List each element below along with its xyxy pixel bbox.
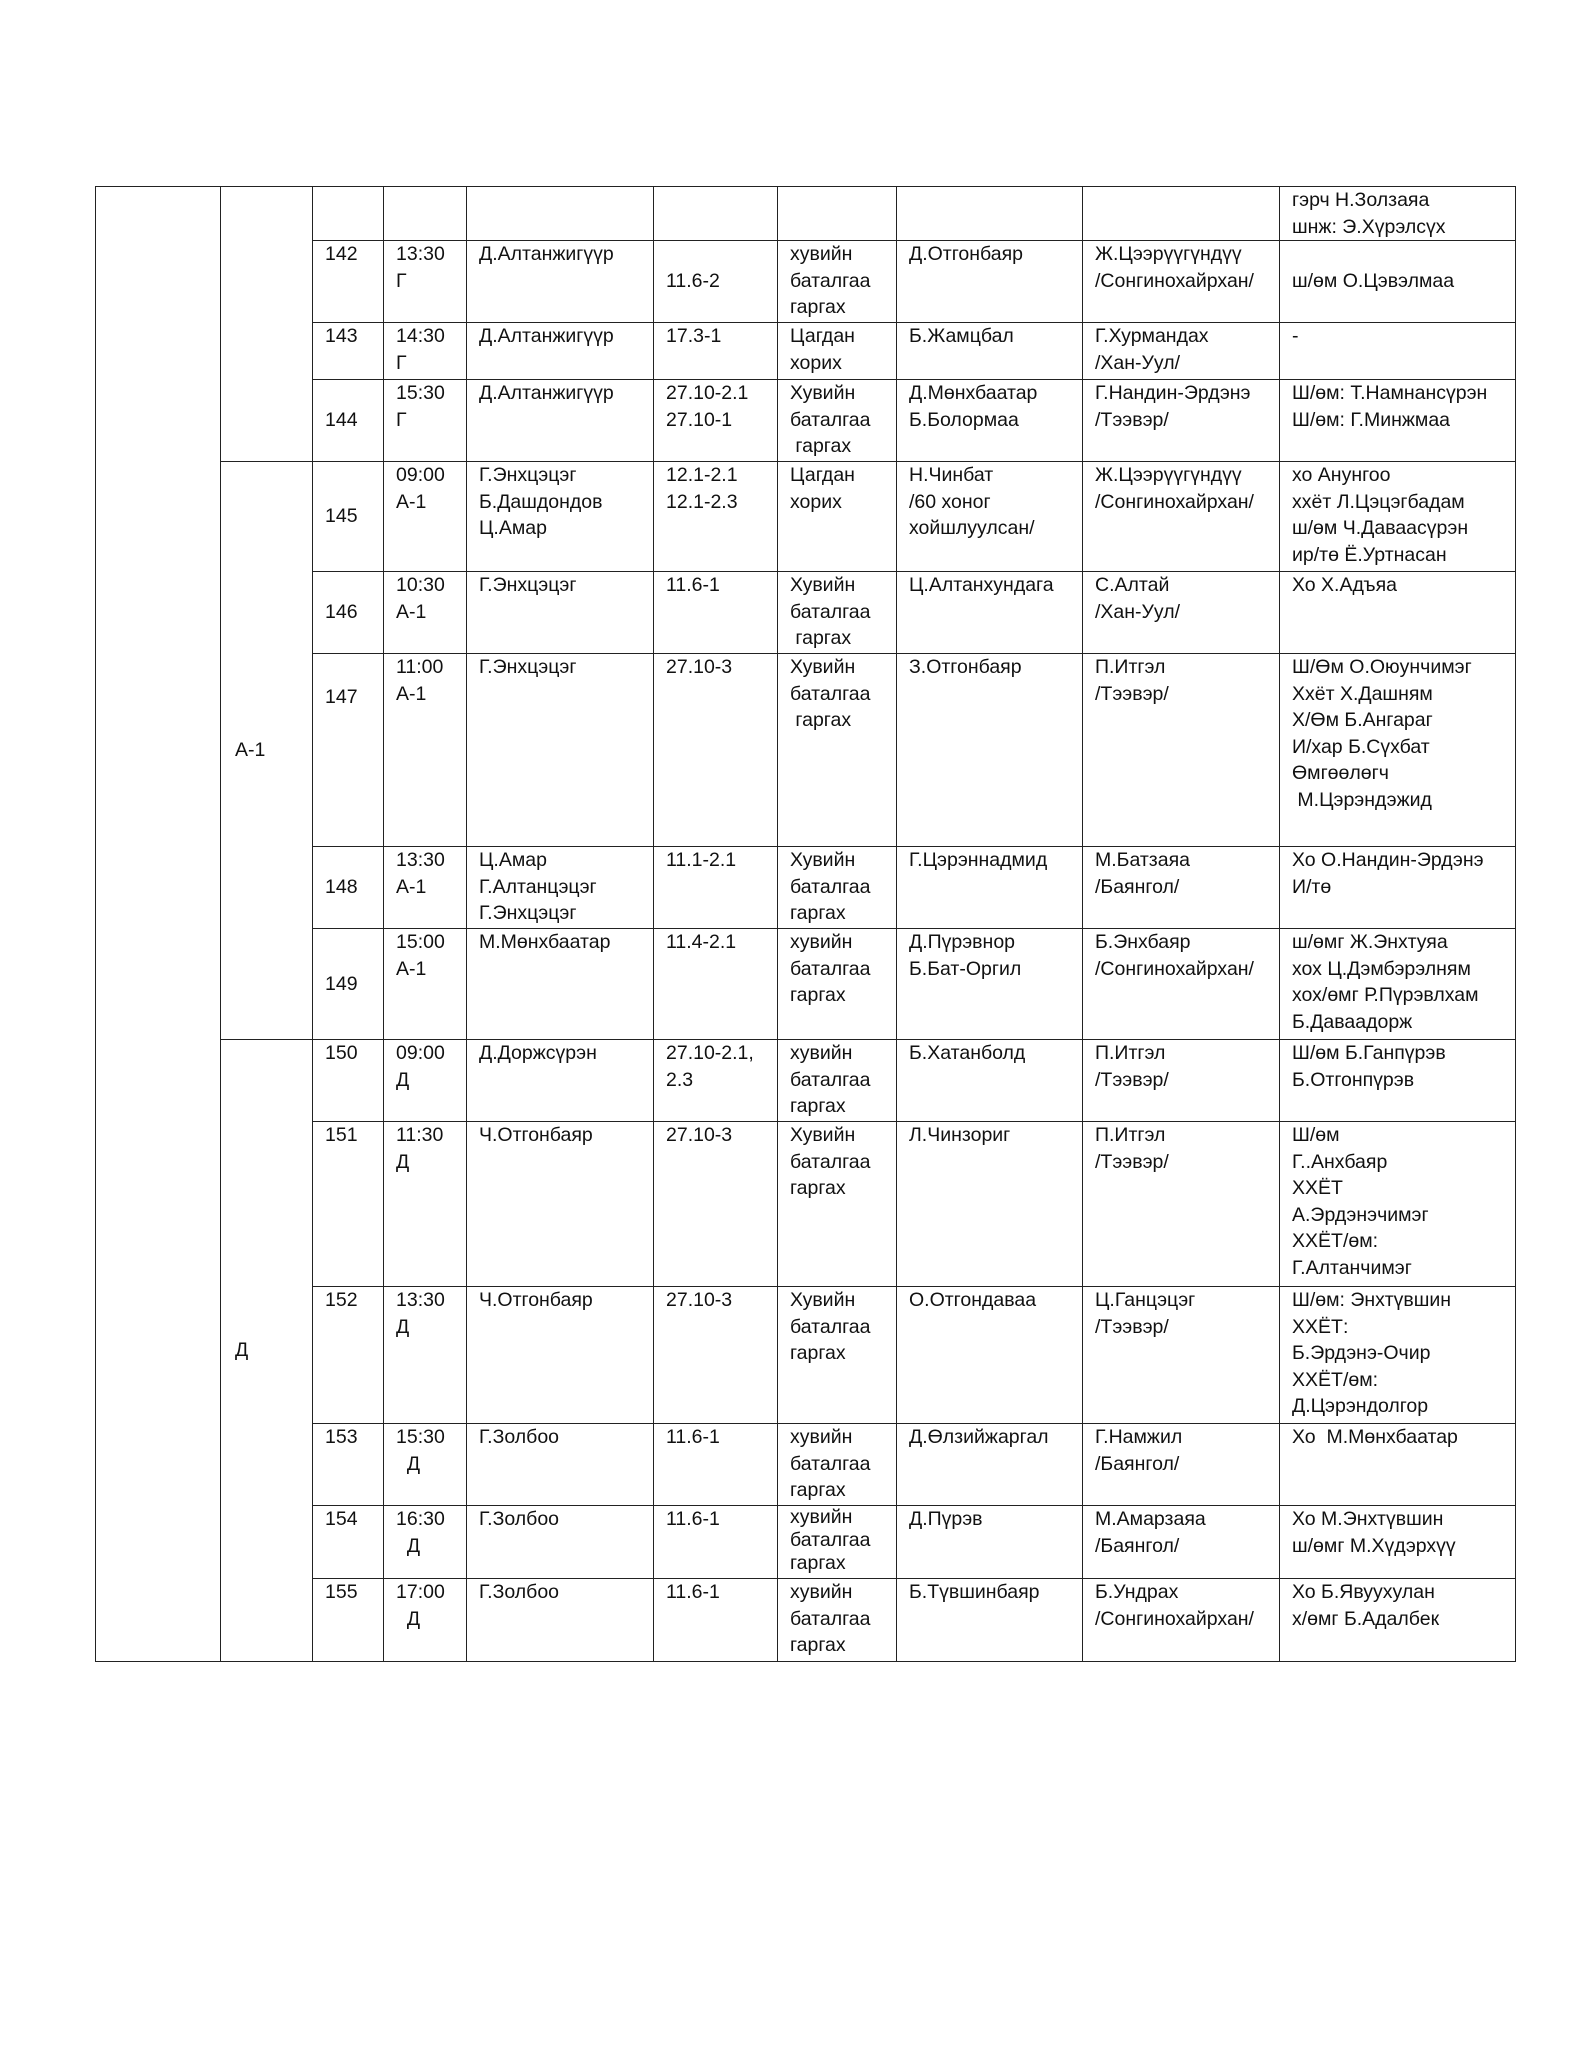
- case-number: 152: [313, 1287, 384, 1424]
- hearing-time: 17:00 Д: [384, 1579, 467, 1662]
- prosecutor: П.Итгэл /Тээвэр/: [1083, 654, 1280, 847]
- decision: Хувийн баталгаа гаргах: [778, 654, 897, 847]
- case-number: 153: [313, 1424, 384, 1506]
- participants: Ш/өм Г..Анхбаяр ХХЁТ А.Эрдэнэчимэг ХХЁТ/өм: Г.Алтанчимэг: [1280, 1122, 1516, 1287]
- hearing-time: 10:30 А-1: [384, 572, 467, 654]
- participants: ш/өм О.Цэвэлмаа: [1280, 241, 1516, 323]
- participants: Хо М.Мөнхбаатар: [1280, 1424, 1516, 1506]
- judge-names: Ч.Отгонбаяр: [467, 1122, 654, 1287]
- hearing-time: 14:30 Г: [384, 323, 467, 380]
- table-row: [96, 462, 1516, 572]
- prosecutor: М.Батзаяа /Баянгол/: [1083, 847, 1280, 929]
- participants: хо Анунгоо ххёт Л.Цэцэгбадам ш/өм Ч.Даваасүрэн ир/тө Ё.Уртнасан: [1280, 462, 1516, 572]
- law-article: 27.10-2.1, 2.3: [654, 1040, 778, 1122]
- judge-names: Ч.Отгонбаяр: [467, 1287, 654, 1424]
- decision: хувийн баталгаа гаргах: [778, 241, 897, 323]
- hearing-time: 13:30 Г: [384, 241, 467, 323]
- defendant: Д.Өлзийжаргал: [897, 1424, 1083, 1506]
- judge-names: М.Мөнхбаатар: [467, 929, 654, 1040]
- defendant: Н.Чинбат /60 хоног хойшлуулсан/: [897, 462, 1083, 572]
- case-number: 142: [313, 241, 384, 323]
- prosecutor: С.Алтай /Хан-Уул/: [1083, 572, 1280, 654]
- prosecutor: Б.Энхбаяр /Сонгинохайрхан/: [1083, 929, 1280, 1040]
- defendant: Д.Пүрэвнор Б.Бат-Оргил: [897, 929, 1083, 1040]
- case-number: 151: [313, 1122, 384, 1287]
- judge-names: Д.Доржсүрэн: [467, 1040, 654, 1122]
- hearing-time: 15:00 А-1: [384, 929, 467, 1040]
- cell-judge: [467, 187, 654, 241]
- law-article: 11.1-2.1: [654, 847, 778, 929]
- hearing-time: 09:00 Д: [384, 1040, 467, 1122]
- prosecutor: Ж.Цээрүүгүндүү /Сонгинохайрхан/: [1083, 462, 1280, 572]
- outer-column-cell: [96, 187, 221, 1662]
- decision: Хувийн баталгаа гаргах: [778, 847, 897, 929]
- prosecutor: Б.Ундрах /Сонгинохайрхан/: [1083, 1579, 1280, 1662]
- prosecutor: Г.Нандин-Эрдэнэ /Тээвэр/: [1083, 380, 1280, 462]
- case-number: 143: [313, 323, 384, 380]
- hearing-time: 13:30 А-1: [384, 847, 467, 929]
- table-row: [96, 1040, 1516, 1122]
- decision: Хувийн баталгаа гаргах: [778, 380, 897, 462]
- defendant: Б.Хатанболд: [897, 1040, 1083, 1122]
- defendant: Ц.Алтанхундага: [897, 572, 1083, 654]
- defendant: Д.Мөнхбаатар Б.Болормаа: [897, 380, 1083, 462]
- judge-names: Д.Алтанжигүүр: [467, 380, 654, 462]
- prosecutor: Ц.Ганцэцэг /Тээвэр/: [1083, 1287, 1280, 1424]
- courtroom-group-d: Д: [221, 1040, 313, 1662]
- law-article: 17.3-1: [654, 323, 778, 380]
- law-article: 27.10-2.1 27.10-1: [654, 380, 778, 462]
- case-number: 148: [313, 847, 384, 929]
- participants: Ш/өм: Т.Намнансүрэн Ш/өм: Г.Минжмаа: [1280, 380, 1516, 462]
- decision: Цагдан хорих: [778, 462, 897, 572]
- participants: -: [1280, 323, 1516, 380]
- case-number: 155: [313, 1579, 384, 1662]
- law-article: 11.6-1: [654, 1506, 778, 1579]
- decision: хувийн баталгаа гаргах: [778, 1040, 897, 1122]
- case-number: 149: [313, 929, 384, 1040]
- hearing-time: 11:30 Д: [384, 1122, 467, 1287]
- hearing-time: 15:30 Д: [384, 1424, 467, 1506]
- judge-names: Д.Алтанжигүүр: [467, 323, 654, 380]
- participants: Хо Б.Явуухулан х/өмг Б.Адалбек: [1280, 1579, 1516, 1662]
- judge-names: Г.Энхцэцэг: [467, 572, 654, 654]
- judge-names: Г.Энхцэцэг: [467, 654, 654, 847]
- case-number: 154: [313, 1506, 384, 1579]
- decision: хувийн баталгаа гаргах: [778, 1506, 897, 1579]
- decision: хувийн баталгаа гаргах: [778, 929, 897, 1040]
- cell-time: [384, 187, 467, 241]
- judge-names: Г.Энхцэцэг Б.Дашдондов Ц.Амар: [467, 462, 654, 572]
- decision: Хувийн баталгаа гаргах: [778, 572, 897, 654]
- case-number: 147: [313, 654, 384, 847]
- law-article: 11.6-1: [654, 1424, 778, 1506]
- law-article: 12.1-2.1 12.1-2.3: [654, 462, 778, 572]
- defendant: Г.Цэрэннадмид: [897, 847, 1083, 929]
- decision: Цагдан хорих: [778, 323, 897, 380]
- participants: Ш/Өм О.Оюунчимэг Ххёт Х.Дашням Х/Өм Б.Ангараг И/хар Б.Сүхбат Өмгөөлөгч М.Цэрэндэжид: [1280, 654, 1516, 847]
- judge-names: Г.Золбоо: [467, 1424, 654, 1506]
- prosecutor: М.Амарзаяа /Баянгол/: [1083, 1506, 1280, 1579]
- defendant: Д.Отгонбаяр: [897, 241, 1083, 323]
- hearing-time: 09:00 А-1: [384, 462, 467, 572]
- prosecutor: Ж.Цээрүүгүндүү /Сонгинохайрхан/: [1083, 241, 1280, 323]
- judge-names: Ц.Амар Г.Алтанцэцэг Г.Энхцэцэг: [467, 847, 654, 929]
- participants: Хо Х.Адъяа: [1280, 572, 1516, 654]
- defendant: Л.Чинзориг: [897, 1122, 1083, 1287]
- decision: хувийн баталгаа гаргах: [778, 1424, 897, 1506]
- participants: Хо О.Нандин-Эрдэнэ И/тө: [1280, 847, 1516, 929]
- case-number: 146: [313, 572, 384, 654]
- decision: Хувийн баталгаа гаргах: [778, 1287, 897, 1424]
- group-cell: [221, 187, 313, 462]
- law-article: 11.6-2: [654, 241, 778, 323]
- law-article: 27.10-3: [654, 1287, 778, 1424]
- participants: Ш/өм: Энхтүвшин ХХЁТ: Б.Эрдэнэ-Очир ХХЁТ/өм: Д.Цэрэндолгор: [1280, 1287, 1516, 1424]
- defendant: Б.Жамцбал: [897, 323, 1083, 380]
- courtroom-group-a1: А-1: [221, 462, 313, 1040]
- table-row: [96, 187, 1516, 241]
- cell-parties: гэрч Н.Золзаяа шнж: Э.Хүрэлсүх: [1280, 187, 1516, 241]
- cell-no: [313, 187, 384, 241]
- case-number: 144: [313, 380, 384, 462]
- defendant: З.Отгонбаяр: [897, 654, 1083, 847]
- law-article: 11.6-1: [654, 1579, 778, 1662]
- participants: Ш/өм Б.Ганпүрэв Б.Отгонпүрэв: [1280, 1040, 1516, 1122]
- prosecutor: П.Итгэл /Тээвэр/: [1083, 1122, 1280, 1287]
- cell-defendant: [897, 187, 1083, 241]
- defendant: О.Отгондаваа: [897, 1287, 1083, 1424]
- decision: хувийн баталгаа гаргах: [778, 1579, 897, 1662]
- law-article: 27.10-3: [654, 654, 778, 847]
- decision: Хувийн баталгаа гаргах: [778, 1122, 897, 1287]
- judge-names: Г.Золбоо: [467, 1506, 654, 1579]
- case-number: 150: [313, 1040, 384, 1122]
- cell-prosecutor: [1083, 187, 1280, 241]
- prosecutor: П.Итгэл /Тээвэр/: [1083, 1040, 1280, 1122]
- law-article: 11.4-2.1: [654, 929, 778, 1040]
- cell-article: [654, 187, 778, 241]
- hearing-time: 13:30 Д: [384, 1287, 467, 1424]
- prosecutor: Г.Намжил /Баянгол/: [1083, 1424, 1280, 1506]
- defendant: Д.Пүрэв: [897, 1506, 1083, 1579]
- law-article: 11.6-1: [654, 572, 778, 654]
- hearing-schedule-table: [95, 186, 1516, 1662]
- law-article: 27.10-3: [654, 1122, 778, 1287]
- hearing-time: 15:30 Г: [384, 380, 467, 462]
- hearing-time: 16:30 Д: [384, 1506, 467, 1579]
- participants: ш/өмг Ж.Энхтуяа хох Ц.Дэмбэрэлням хох/өмг Р.Пүрэвлхам Б.Даваадорж: [1280, 929, 1516, 1040]
- participants: Хо М.Энхтүвшин ш/өмг М.Хүдэрхүү: [1280, 1506, 1516, 1579]
- cell-decision: [778, 187, 897, 241]
- case-number: 145: [313, 462, 384, 572]
- defendant: Б.Түвшинбаяр: [897, 1579, 1083, 1662]
- judge-names: Г.Золбоо: [467, 1579, 654, 1662]
- hearing-time: 11:00 А-1: [384, 654, 467, 847]
- judge-names: Д.Алтанжигүүр: [467, 241, 654, 323]
- prosecutor: Г.Хурмандах /Хан-Уул/: [1083, 323, 1280, 380]
